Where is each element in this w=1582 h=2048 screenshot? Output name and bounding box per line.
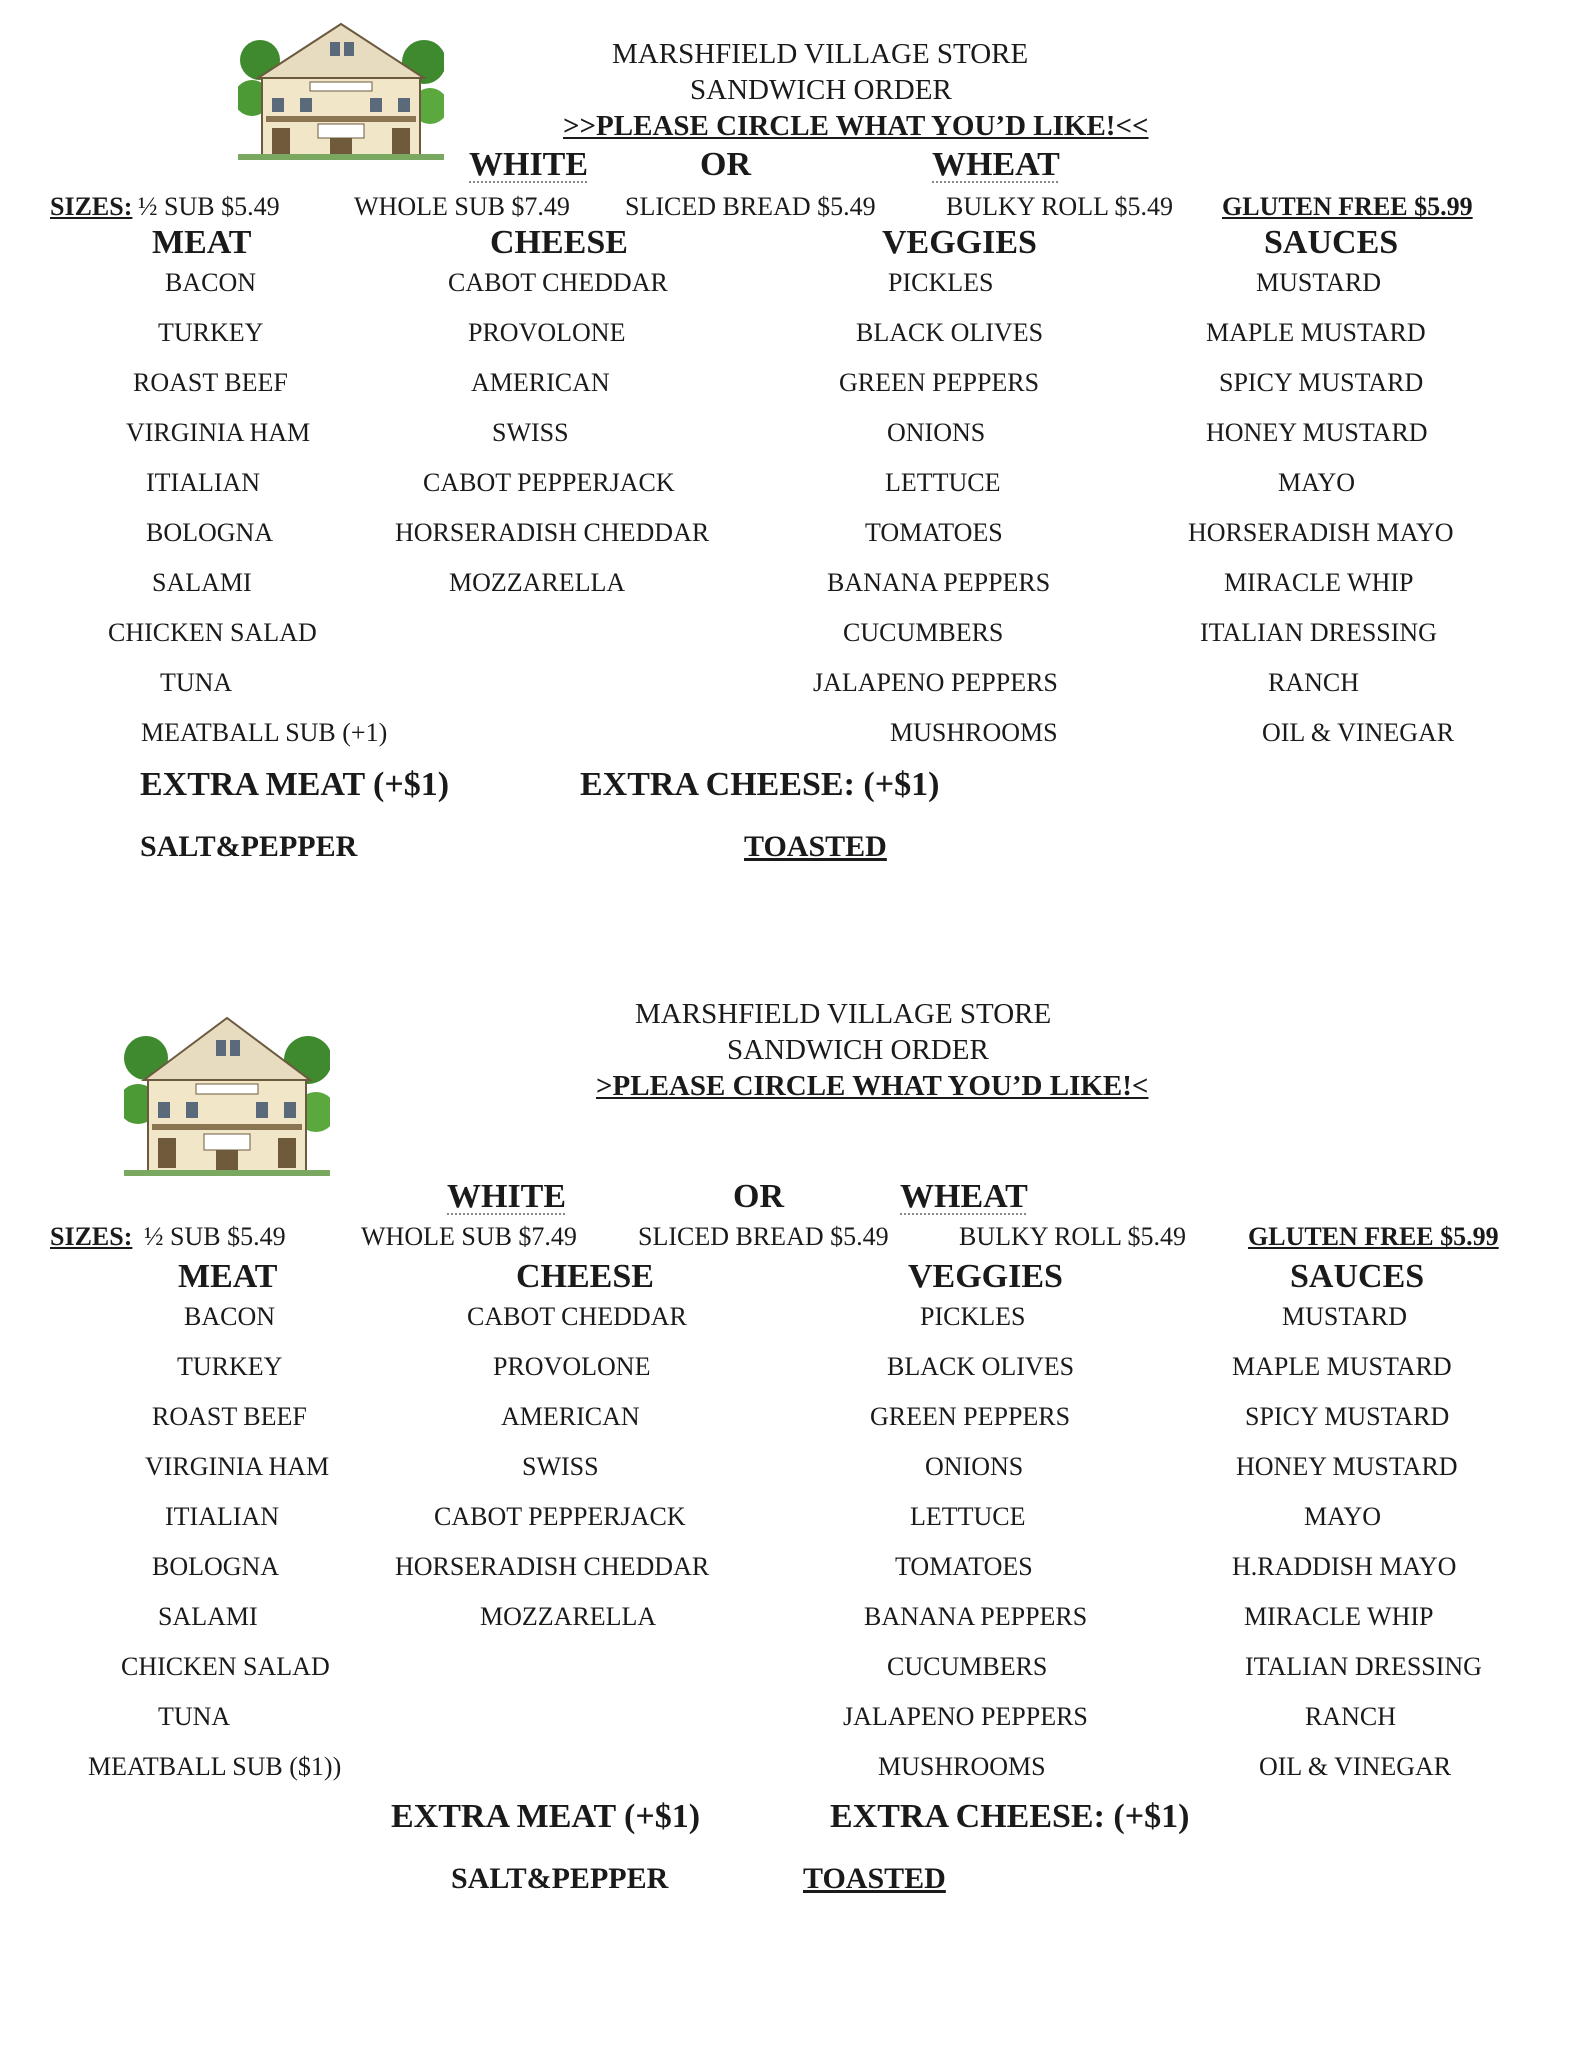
order-title: SANDWICH ORDER xyxy=(690,74,952,106)
veggie-item[interactable]: ONIONS xyxy=(925,1452,1024,1481)
meat-item[interactable]: BACON xyxy=(184,1302,276,1331)
sauce-item[interactable]: H.RADDISH MAYO xyxy=(1232,1552,1457,1581)
veggie-item[interactable]: GREEN PEPPERS xyxy=(870,1402,1071,1431)
gluten-free-option[interactable]: GLUTEN FREE $5.99 xyxy=(1222,192,1473,221)
cheese-item[interactable]: AMERICAN xyxy=(501,1402,640,1431)
veggie-item[interactable]: CUCUMBERS xyxy=(843,618,1004,647)
sauce-item[interactable]: HORSERADISH MAYO xyxy=(1188,518,1454,547)
sauce-item[interactable]: MAPLE MUSTARD xyxy=(1232,1352,1452,1381)
store-building-icon xyxy=(124,1012,330,1178)
bread-or-label: OR xyxy=(733,1178,784,1215)
veggie-item[interactable]: CUCUMBERS xyxy=(887,1652,1048,1681)
sauce-item[interactable]: HONEY MUSTARD xyxy=(1206,418,1428,447)
veggie-item[interactable]: ONIONS xyxy=(887,418,986,447)
veggie-item[interactable]: LETTUCE xyxy=(885,468,1001,497)
meat-item[interactable]: MEATBALL SUB (+1) xyxy=(141,718,388,747)
cheese-item[interactable]: SWISS xyxy=(492,418,569,447)
meat-item[interactable]: VIRGINIA HAM xyxy=(145,1452,330,1481)
meat-item[interactable]: VIRGINIA HAM xyxy=(126,418,311,447)
column-heading-sauces: SAUCES xyxy=(1264,224,1399,261)
veggie-item[interactable]: BLACK OLIVES xyxy=(887,1352,1075,1381)
meat-item[interactable]: SALAMI xyxy=(152,568,252,597)
veggie-item[interactable]: MUSHROOMS xyxy=(890,718,1058,747)
store-building-icon xyxy=(238,20,444,162)
meat-item[interactable]: CHICKEN SALAD xyxy=(108,618,317,647)
veggie-item[interactable]: PICKLES xyxy=(920,1302,1026,1331)
size-option[interactable]: ½ SUB $5.49 xyxy=(138,192,280,221)
sizes-label: SIZES: xyxy=(50,1222,133,1251)
veggie-item[interactable]: BANANA PEPPERS xyxy=(864,1602,1088,1631)
meat-item[interactable]: CHICKEN SALAD xyxy=(121,1652,330,1681)
sauce-item[interactable]: MAPLE MUSTARD xyxy=(1206,318,1426,347)
cheese-item[interactable]: SWISS xyxy=(522,1452,599,1481)
size-option[interactable]: BULKY ROLL $5.49 xyxy=(946,192,1174,221)
cheese-item[interactable]: CABOT CHEDDAR xyxy=(467,1302,687,1331)
sauce-item[interactable]: SPICY MUSTARD xyxy=(1245,1402,1450,1431)
meat-item[interactable]: BOLOGNA xyxy=(152,1552,280,1581)
toasted-option[interactable]: TOASTED xyxy=(803,1862,946,1895)
meat-item[interactable]: TURKEY xyxy=(177,1352,283,1381)
meat-item[interactable]: TUNA xyxy=(158,1702,231,1731)
size-option[interactable]: WHOLE SUB $7.49 xyxy=(361,1222,577,1251)
column-heading-cheese: CHEESE xyxy=(516,1258,654,1295)
bread-or-label: OR xyxy=(700,146,751,183)
size-option[interactable]: SLICED BREAD $5.49 xyxy=(625,192,876,221)
cheese-item[interactable]: CABOT PEPPERJACK xyxy=(423,468,675,497)
cheese-item[interactable]: CABOT CHEDDAR xyxy=(448,268,668,297)
sauce-item[interactable]: MAYO xyxy=(1278,468,1356,497)
veggie-item[interactable]: BANANA PEPPERS xyxy=(827,568,1051,597)
meat-item[interactable]: ROAST BEEF xyxy=(152,1402,307,1431)
sauce-item[interactable]: OIL & VINEGAR xyxy=(1259,1752,1452,1781)
meat-item[interactable]: SALAMI xyxy=(158,1602,258,1631)
cheese-item[interactable]: MOZZARELLA xyxy=(480,1602,657,1631)
gluten-free-option[interactable]: GLUTEN FREE $5.99 xyxy=(1248,1222,1499,1251)
bread-option-wheat[interactable]: WHEAT xyxy=(900,1178,1028,1215)
cheese-item[interactable]: MOZZARELLA xyxy=(449,568,626,597)
column-heading-cheese: CHEESE xyxy=(490,224,628,261)
salt-pepper-option[interactable]: SALT&PEPPER xyxy=(451,1862,669,1895)
cheese-item[interactable]: CABOT PEPPERJACK xyxy=(434,1502,686,1531)
meat-item[interactable]: TURKEY xyxy=(158,318,264,347)
sauce-item[interactable]: SPICY MUSTARD xyxy=(1219,368,1424,397)
column-heading-meat: MEAT xyxy=(152,224,252,261)
bread-option-white[interactable]: WHITE xyxy=(469,146,589,183)
cheese-item[interactable]: HORSERADISH CHEDDAR xyxy=(395,1552,710,1581)
salt-pepper-option[interactable]: SALT&PEPPER xyxy=(140,830,358,863)
meat-item[interactable]: BACON xyxy=(165,268,257,297)
bread-option-white[interactable]: WHITE xyxy=(447,1178,567,1215)
column-heading-sauces: SAUCES xyxy=(1290,1258,1425,1295)
veggie-item[interactable]: TOMATOES xyxy=(895,1552,1033,1581)
bread-option-wheat[interactable]: WHEAT xyxy=(932,146,1060,183)
sauce-item[interactable]: MAYO xyxy=(1304,1502,1382,1531)
cheese-item[interactable]: PROVOLONE xyxy=(493,1352,651,1381)
circle-instruction: >>PLEASE CIRCLE WHAT YOU’D LIKE!<< xyxy=(563,110,1149,142)
veggie-item[interactable]: BLACK OLIVES xyxy=(856,318,1044,347)
store-name: MARSHFIELD VILLAGE STORE xyxy=(612,38,1029,70)
extra-cheese-option[interactable]: EXTRA CHEESE: (+$1) xyxy=(580,766,940,803)
sauce-item[interactable]: RANCH xyxy=(1305,1702,1397,1731)
cheese-item[interactable]: PROVOLONE xyxy=(468,318,626,347)
meat-item[interactable]: MEATBALL SUB ($1)) xyxy=(88,1752,342,1781)
extra-meat-option[interactable]: EXTRA MEAT (+$1) xyxy=(391,1798,701,1835)
meat-item[interactable]: BOLOGNA xyxy=(146,518,274,547)
sizes-label: SIZES: xyxy=(50,192,133,221)
circle-instruction: >PLEASE CIRCLE WHAT YOU’D LIKE!< xyxy=(596,1070,1149,1102)
veggie-item[interactable]: MUSHROOMS xyxy=(878,1752,1046,1781)
cheese-item[interactable]: HORSERADISH CHEDDAR xyxy=(395,518,710,547)
size-option[interactable]: SLICED BREAD $5.49 xyxy=(638,1222,889,1251)
meat-item[interactable]: TUNA xyxy=(160,668,233,697)
order-title: SANDWICH ORDER xyxy=(727,1034,989,1066)
store-name: MARSHFIELD VILLAGE STORE xyxy=(635,998,1052,1030)
sauce-item[interactable]: MIRACLE WHIP xyxy=(1244,1602,1434,1631)
sauce-item[interactable]: RANCH xyxy=(1268,668,1360,697)
veggie-item[interactable]: GREEN PEPPERS xyxy=(839,368,1040,397)
veggie-item[interactable]: JALAPENO PEPPERS xyxy=(813,668,1058,697)
veggie-item[interactable]: JALAPENO PEPPERS xyxy=(843,1702,1088,1731)
sauce-item[interactable]: MIRACLE WHIP xyxy=(1224,568,1414,597)
sauce-item[interactable]: ITALIAN DRESSING xyxy=(1200,618,1437,647)
sauce-item[interactable]: HONEY MUSTARD xyxy=(1236,1452,1458,1481)
column-heading-veggies: VEGGIES xyxy=(882,224,1037,261)
cheese-item[interactable]: AMERICAN xyxy=(471,368,610,397)
column-heading-veggies: VEGGIES xyxy=(908,1258,1063,1295)
size-option[interactable]: WHOLE SUB $7.49 xyxy=(354,192,570,221)
column-heading-meat: MEAT xyxy=(178,1258,278,1295)
veggie-item[interactable]: TOMATOES xyxy=(865,518,1003,547)
veggie-item[interactable]: LETTUCE xyxy=(910,1502,1026,1531)
meat-item[interactable]: ITIALIAN xyxy=(146,468,261,497)
extra-meat-option[interactable]: EXTRA MEAT (+$1) xyxy=(140,766,450,803)
meat-item[interactable]: ITIALIAN xyxy=(165,1502,280,1531)
toasted-option[interactable]: TOASTED xyxy=(744,830,887,863)
veggie-item[interactable]: PICKLES xyxy=(888,268,994,297)
extra-cheese-option[interactable]: EXTRA CHEESE: (+$1) xyxy=(830,1798,1190,1835)
size-option[interactable]: BULKY ROLL $5.49 xyxy=(959,1222,1187,1251)
sauce-item[interactable]: MUSTARD xyxy=(1282,1302,1408,1331)
sauce-item[interactable]: OIL & VINEGAR xyxy=(1262,718,1455,747)
meat-item[interactable]: ROAST BEEF xyxy=(133,368,288,397)
size-option[interactable]: ½ SUB $5.49 xyxy=(144,1222,286,1251)
sauce-item[interactable]: ITALIAN DRESSING xyxy=(1245,1652,1482,1681)
sauce-item[interactable]: MUSTARD xyxy=(1256,268,1382,297)
